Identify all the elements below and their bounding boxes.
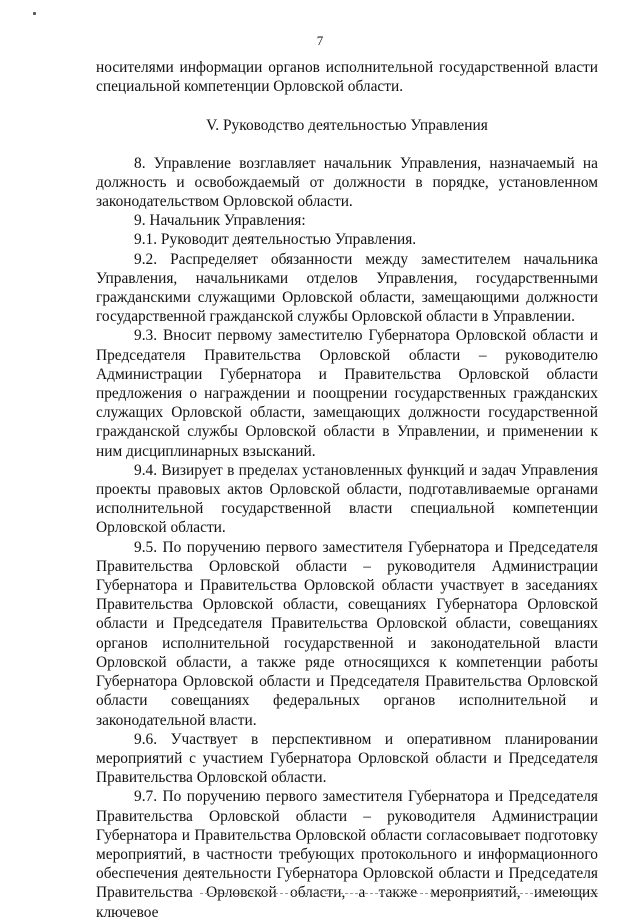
paragraph-9-6: 9.6. Участвует в перспективном и оперативном планировании мероприятий с участием Губернатора Орловской области и Председателя Правительства Орловской области. (96, 730, 598, 787)
paragraph-9-4: 9.4. Визирует в пределах установленных функций и задач Управления проекты правовых актов Орловской области, подготавливаемые органами исполнительной государственной власти специальной компетенции Орловской области. (96, 461, 598, 537)
intro-paragraph: носителями информации органов исполнительной государственной власти специальной компетенции Орловской области. (96, 59, 598, 96)
section-title: V. Руководство деятельностью Управления (206, 117, 488, 135)
scan-mark (33, 12, 36, 15)
page-number: 7 (316, 33, 324, 48)
paragraph-9: 9. Начальник Управления: (134, 212, 306, 230)
paragraph-9-1: 9.1. Руководит деятельностью Управления. (134, 231, 417, 249)
paragraph-8: 8. Управление возглавляет начальник Управления, назначаемый на должность и освобождаемый от должности в порядке, установленном законодательством Орловской области. (96, 154, 598, 211)
document-body (96, 58, 598, 922)
paragraph-9-5: 9.5. По поручению первого заместителя Губернатора и Председателя Правительства Орловской области – руководителя Администрации Губернатора и Правительства Орловской области участвует в заседаниях Правительства Орловской области, совещаниях Губернатора Орловской области и Председателя Правительства Орловской области, совещаниях органов исполнительной государственной и законодательной власти Орловской области, а также ряде относящихся к компетенции работы Губернатора Орловской области и Председателя Правительства Орловской области совещаниях федеральных органов исполнительной и законодательной власти. (96, 538, 598, 729)
paragraph-9-3: 9.3. Вносит первому заместителю Губернатора Орловской области и Председателя Правительства Орловской области – руководителю Администрации Губернатора и Правительства Орловской области предложения о награждении и поощрении государственных гражданских служащих Орловской области, замещающих должности государственной гражданской службы Орловской области в Управлении, и применении к ним дисциплинарных взысканий. (96, 327, 598, 460)
footer-divider (200, 893, 598, 894)
paragraph-9-2: 9.2. Распределяет обязанности между заместителем начальника Управления, начальниками отделов Управления, государственными гражданскими служащими Орловской области, замещающими должности государственной гражданской службы Орловской области в Управлении. (96, 250, 598, 326)
paragraph-9-7: 9.7. По поручению первого заместителя Губернатора и Председателя Правительства Орловской области – руководителя Администрации Губернатора и Правительства Орловской области согласовывает подготовку мероприятий, в частности требующих протокольного и информационного обеспечения деятельности Губернатора Орловской области и Председателя Правительства Орловской области, а также мероприятий, имеющих ключевое (96, 788, 598, 921)
